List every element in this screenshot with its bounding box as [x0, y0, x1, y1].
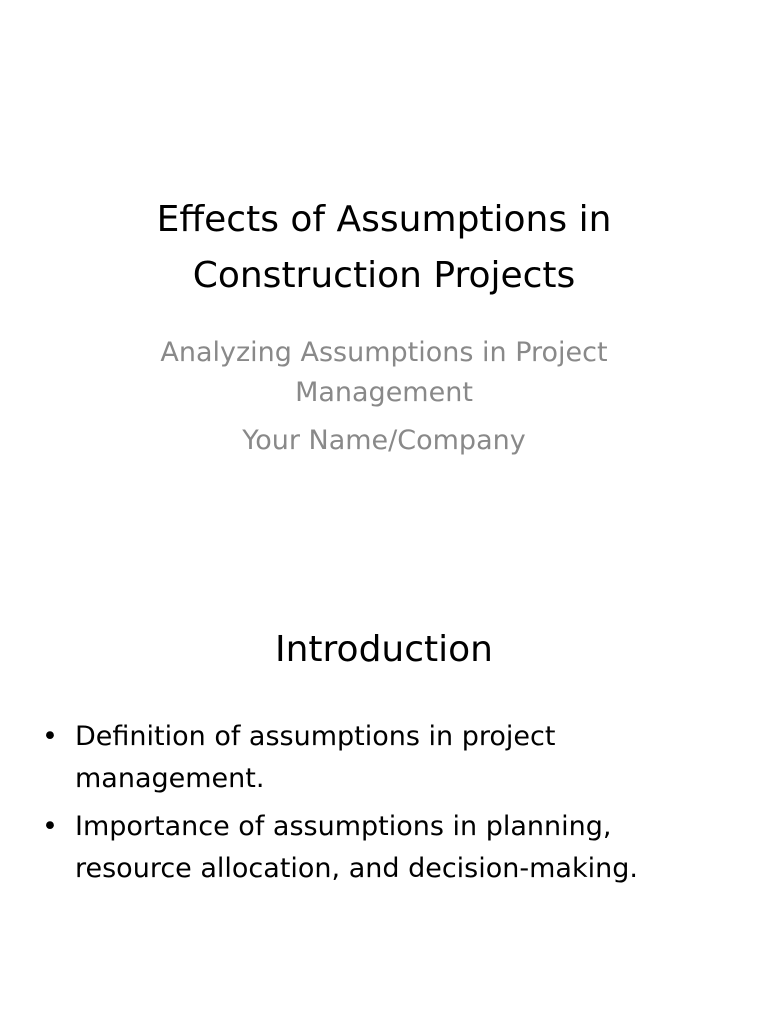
bullet-text: Importance of assumptions in planning, resource allocation, and decision-making.: [75, 811, 638, 884]
introduction-slide: [0, 576, 768, 1024]
bullet-dot-icon: •: [42, 721, 58, 752]
bullet-list: [40, 716, 720, 896]
bullet-text: Definition of assumptions in project management.: [75, 721, 556, 794]
section-heading: Introduction: [274, 629, 493, 670]
bullet-dot-icon: •: [42, 811, 58, 842]
bullet-item: [40, 806, 720, 890]
bullet-item: [40, 716, 720, 800]
slide-subtitle: Analyzing Assumptions in Project Management: [160, 337, 608, 408]
slide-title: Effects of Assumptions in Construction Projects: [156, 199, 612, 296]
author-line: Your Name/Company: [242, 425, 526, 456]
